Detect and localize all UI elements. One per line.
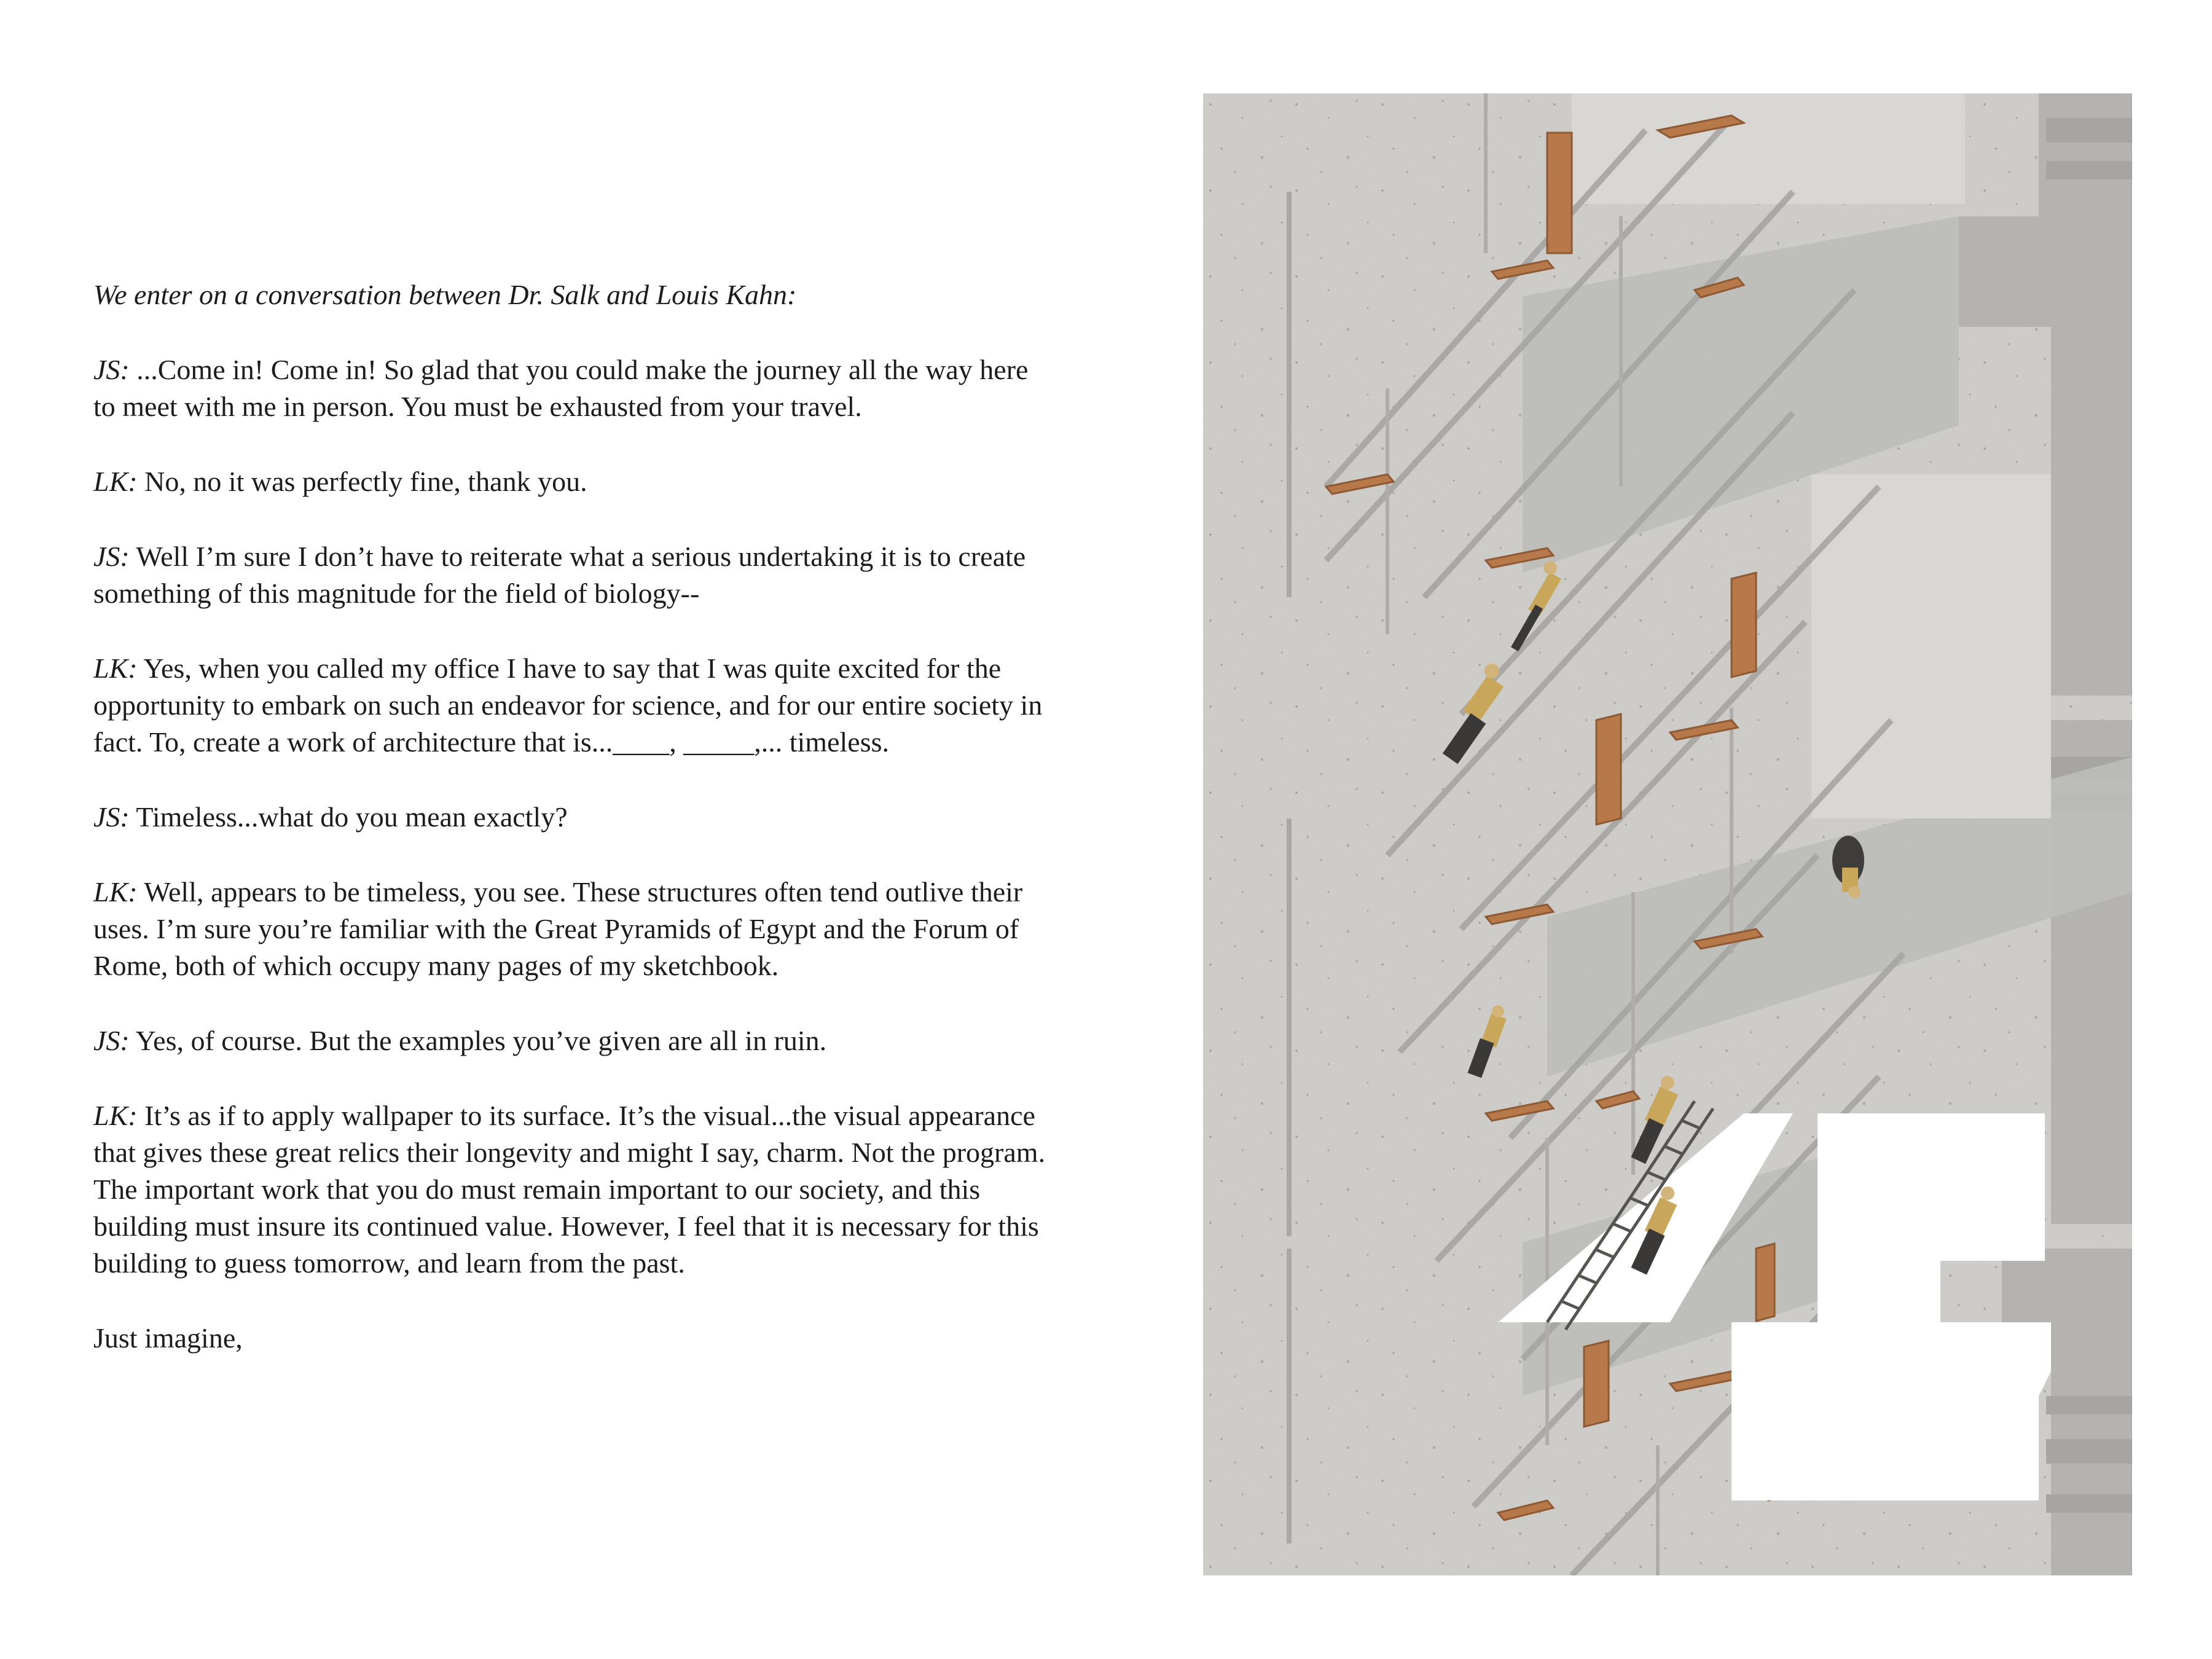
architectural-illustration <box>1203 93 2132 1575</box>
line-text: Timeless...what do you mean exactly? <box>136 801 568 833</box>
dialogue-closing: Just imagine, <box>93 1322 243 1354</box>
dialogue-intro: We enter on a conversation between Dr. Salk and Louis Kahn: <box>93 279 797 310</box>
line-text: No, no it was perfectly fine, thank you. <box>144 466 587 497</box>
dialogue-text <box>93 276 1052 1357</box>
line-text: Well, appears to be timeless, you see. These structures often tend outlive their uses. I’m sure you’re familiar with the Great Pyramids of Egypt and the Forum of Rome, both of which occupy many pages of my sketchbook. <box>93 876 1023 981</box>
dialogue-line <box>93 874 1052 984</box>
dialogue-line <box>93 1022 1052 1059</box>
dialogue-line <box>93 351 1052 425</box>
dialogue-line <box>93 1097 1052 1282</box>
line-text: It’s as if to apply wallpaper to its surface. It’s the visual...the visual appearance that gives these great relics their longevity and might I say, charm. Not the program. The important work that you do must remain important to our society, and this building must insure its continued value. However, I feel that it is necessary for this building to guess tomorrow, and learn from the past. <box>93 1100 1046 1279</box>
line-text: Yes, of course. But the examples you’ve given are all in ruin. <box>135 1025 827 1056</box>
concrete-axonometric-drawing <box>1203 93 2132 1575</box>
line-text: Yes, when you called my office I have to say that I was quite excited for the opportunity to embark on such an endeavor for science, and for our entire society in fact. To, create a work of architecture that is...____, _____,... timeless. <box>93 653 1043 758</box>
dialogue-line <box>93 650 1052 761</box>
speaker-label: LK: <box>93 653 138 684</box>
speaker-label: JS: <box>93 801 130 833</box>
speaker-label: LK: <box>93 876 138 908</box>
dialogue-line <box>93 799 1052 836</box>
dialogue-line <box>93 538 1052 612</box>
speaker-label: JS: <box>93 354 130 385</box>
speaker-label: LK: <box>93 1100 138 1131</box>
line-text: ...Come in! Come in! So glad that you could make the journey all the way here to meet with me in person. You must be exhausted from your travel. <box>93 354 1029 422</box>
speaker-label: JS: <box>93 541 130 572</box>
line-text: Well I’m sure I don’t have to reiterate what a serious undertaking it is to create something of this magnitude for the field of biology-- <box>93 541 1026 609</box>
speaker-label: JS: <box>93 1025 130 1056</box>
speaker-label: LK: <box>93 466 138 497</box>
dialogue-line <box>93 463 1052 500</box>
